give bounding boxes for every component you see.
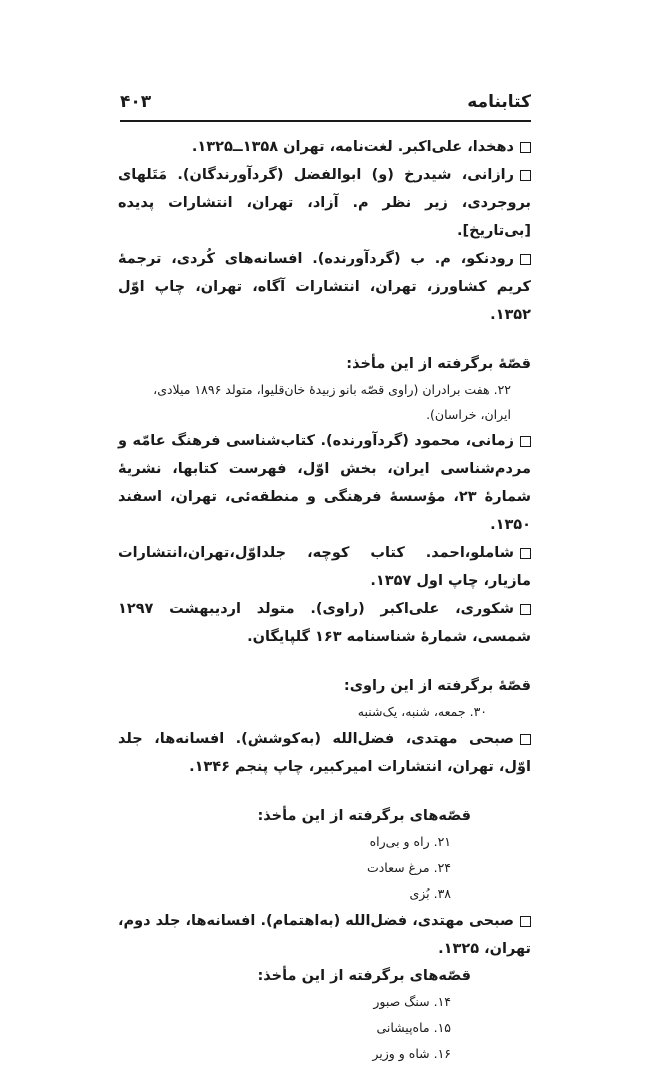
bib-entry: دهخدا، علی‌اکبر. لغت‌نامه، تهران ۱۳۵۸ــ۱۳۲۵. bbox=[118, 133, 531, 161]
bib-entry: زمانی، محمود (گردآورنده). کتاب‌شناسی فرهنگ عامّه و مردم‌شناسی ایران، بخش اوّل، فهرست کتابها، نشریهٔ شمارهٔ ۲۳، مؤسسهٔ فرهنگی و منطقه‌ئی، تهران، اسفند ۱۳۵۰. bbox=[118, 433, 531, 533]
story-item: ۳۸. بُزی bbox=[409, 886, 451, 901]
story-item: ۲۲. هفت برادران (راوی قصّه بانو زبیدهٔ خان‌قلیوا، متولد ۱۸۹۶ میلادی، bbox=[153, 382, 511, 397]
source-heading: قصّه‌های برگرفته از این مأخذ: bbox=[257, 808, 471, 824]
bib-entry: رودنکو، م. ب (گردآورنده). افسانه‌های کُردی، ترجمهٔ کریم کشاورز، تهران، انتشارات آگاه، تهران، چاپ اوّل ۱۳۵۲. bbox=[118, 251, 531, 323]
story-item: ۲۴. مرغ سعادت bbox=[366, 860, 451, 875]
checkbox-bullet-icon bbox=[520, 734, 531, 745]
bib-entry: رازانی، شیدرخ (و) ابوالفضل (گردآورندگان). مَتَلهای بروجردی، زیر نظر م. آزاد، تهران، انتشارات پدیده [بی‌تاریخ]. bbox=[118, 167, 531, 239]
checkbox-bullet-icon bbox=[520, 548, 531, 559]
running-header bbox=[120, 92, 531, 112]
story-item: ۳۰. جمعه، شنبه، یک‌شنبه bbox=[357, 704, 487, 719]
checkbox-bullet-icon bbox=[520, 142, 531, 153]
bib-entry: شاملو،احمد. کتاب کوچه، جلداوّل،تهران،انتشارات مازیار، چاپ اول ۱۳۵۷. bbox=[118, 545, 531, 589]
story-item: ۱۴. سنگ صبور bbox=[373, 994, 451, 1009]
bib-entry: صبحی مهتدی، فضل‌الله (به‌اهتمام). افسانه‌ها، جلد دوم، تهران، ۱۳۲۵. bbox=[118, 913, 531, 957]
checkbox-bullet-icon bbox=[520, 254, 531, 265]
source-heading: قصّهٔ برگرفته از این مأخذ: bbox=[346, 356, 531, 372]
checkbox-bullet-icon bbox=[520, 170, 531, 181]
bib-entry: شکوری، علی‌اکبر (راوی). متولد اردیبهشت ۱۲۹۷ شمسی، شمارهٔ شناسنامه ۱۶۳ گلپایگان. bbox=[118, 601, 531, 645]
story-item: ۱۶. شاه و وزیر bbox=[372, 1046, 451, 1061]
page-number: ۴۰۳ bbox=[120, 92, 152, 112]
checkbox-bullet-icon bbox=[520, 916, 531, 927]
story-item: ۲۱. راه و بی‌راه bbox=[369, 834, 451, 849]
story-item-continued: ایران، خراسان). bbox=[426, 407, 511, 422]
source-heading: قصّهٔ برگرفته از این راوی: bbox=[343, 678, 531, 694]
story-item: ۱۵. ماه‌پیشانی bbox=[376, 1020, 451, 1035]
bib-entry: صبحی مهتدی، فضل‌الله (به‌کوشش). افسانه‌ها، جلد اوّل، تهران، انتشارات امیرکبیر، چاپ پنجم ۱۳۴۶. bbox=[118, 731, 531, 775]
source-heading: قصّه‌های برگرفته از این مأخذ: bbox=[257, 968, 471, 984]
header-rule bbox=[120, 120, 531, 122]
checkbox-bullet-icon bbox=[520, 436, 531, 447]
bibliography-list bbox=[118, 133, 531, 1067]
checkbox-bullet-icon bbox=[520, 604, 531, 615]
header-title: کتابنامه bbox=[467, 92, 531, 112]
